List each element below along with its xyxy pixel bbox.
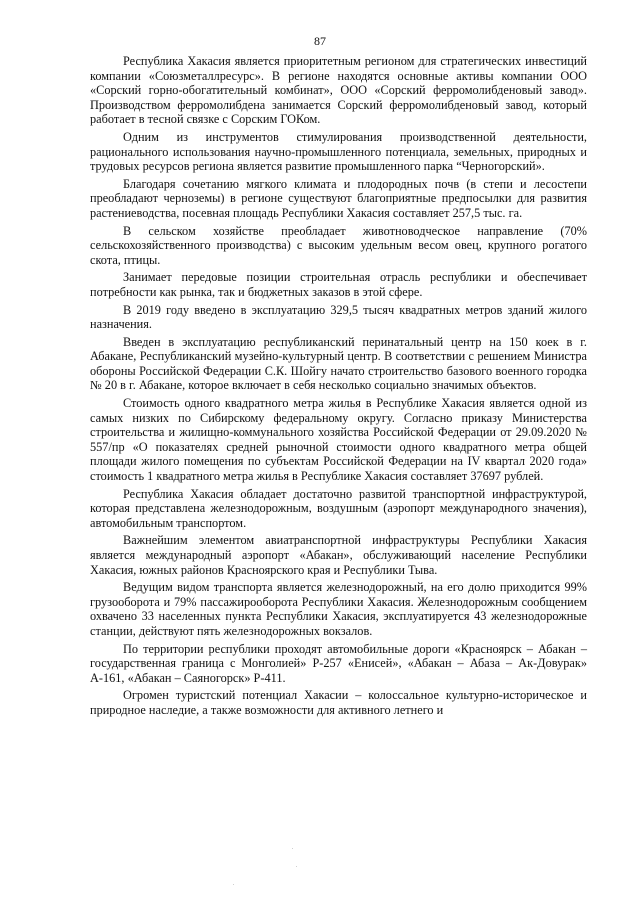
paragraph-crop-farming: Благодаря сочетанию мягкого климата и плодородных почв (в степи и лесостепи преобладают черноземы) в регионе существуют благоприятные предпосылки для развития растениеводства, посевная площадь Республики Хакасия составляет 257,5 тыс. га.: [90, 176, 587, 220]
paragraph-investments: Республика Хакасия является приоритетным регионом для стратегических инвестиций компании «Союзметаллресурс». В регионе находятся основные активы компании ООО «Сорский горно-обогатительный комбинат», ООО «Сорский ферромолибденовый завод». Производством ферромолибдена занимается Сорский ферромолибденовый завод, который работает в тесной связке с Сорским ГОКом.: [90, 54, 587, 127]
paragraph-housing-cost: Стоимость одного квадратного метра жилья в Республике Хакасия является одной из самых низких по Сибирскому федеральному округу. Согласно приказу Министерства строительства и жилищно-коммунального хозяйства Российской Федерации от 29.09.2020 № 557/пр «О показателях средней рыночной стоимости одного квадратного метра общей площади жилого помещения по субъектам Российской Федерации на IV квартал 2020 года» стоимость 1 квадратного метра жилья в Республике Хакасия составляет 37697 рублей.: [90, 396, 587, 484]
scan-speck: [296, 866, 297, 867]
scan-speck: [292, 848, 293, 849]
paragraph-railway: Ведущим видом транспорта является железнодорожный, на его долю приходится 99% грузооборота и 79% пассажирооборота Республики Хакасия. Железнодорожным сообщением охвачено 33 населенных пункта Республики Хакасия, эксплуатируется 43 железнодорожные станции, действуют пять железнодорожных вокзалов.: [90, 580, 587, 638]
page-number: 87: [314, 34, 326, 48]
scan-speck: [233, 884, 234, 885]
paragraph-transport: Республика Хакасия обладает достаточно развитой транспортной инфраструктурой, которая представлена железнодорожным, воздушным (аэропорт международного значения), автомобильным транспортом.: [90, 486, 587, 530]
paragraph-airport: Важнейшим элементом авиатранспортной инфраструктуры Республики Хакасия является международный аэропорт «Абакан», обслуживающий население Республики Хакасия, южных районов Красноярского края и Республики Тыва.: [90, 533, 587, 577]
paragraph-construction: Занимает передовые позиции строительная отрасль республики и обеспечивает потребности как рынка, так и бюджетных заказов в этой сфере.: [90, 270, 587, 299]
paragraph-tourism: Огромен туристский потенциал Хакасии – колоссальное культурно-историческое и природное наследие, а также возможности для активного летнего и: [90, 688, 587, 717]
paragraph-livestock: В сельском хозяйстве преобладает животноводческое направление (70% сельскохозяйственного производства) с высоким удельным весом овец, крупного рогатого скота, птицы.: [90, 223, 587, 267]
paragraph-perinatal-center: Введен в эксплуатацию республиканский перинатальный центр на 150 коек в г. Абакане, Республиканский музейно-культурный центр. В соответствии с решением Министра обороны Российской Федерации С.К. Шойгу начато строительство базового военного городка № 20 в г. Абакане, которое включает в себя несколько социально значимых объектов.: [90, 334, 587, 393]
paragraph-housing-2019: В 2019 году введено в эксплуатацию 329,5 тысяч квадратных метров зданий жилого назначения.: [90, 302, 587, 332]
body-text: [90, 54, 587, 721]
paragraph-roads: По территории республики проходят автомобильные дороги «Красноярск – Абакан – государственная граница с Монголией» Р-257 «Енисей», «Абакан – Абаза – Ак-Довурак» А-161, «Абакан – Саяногорск» Р-411.: [90, 641, 587, 685]
paragraph-industrial-park: Одним из инструментов стимулирования производственной деятельности, рационального использования научно-промышленного потенциала, земельных, природных и трудовых ресурсов региона является развитие промышленного парка “Черногорский».: [90, 129, 587, 174]
